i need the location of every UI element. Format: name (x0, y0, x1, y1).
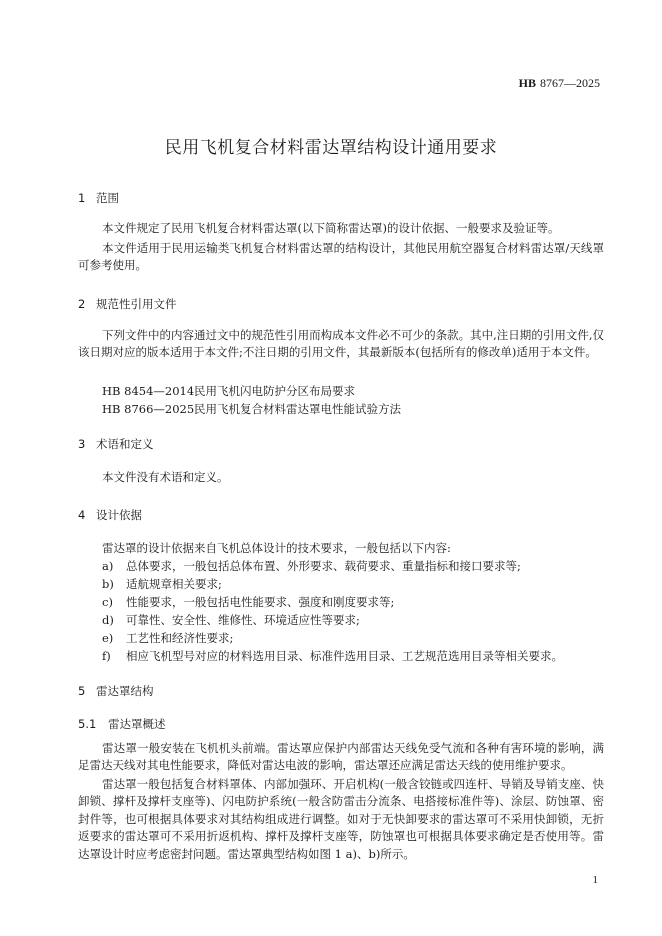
section-4-heading: 4 设计依据 (78, 508, 142, 522)
section-2-heading: 2 规范性引用文件 (78, 297, 177, 311)
list-item: c) 性能要求，一般包括电性能要求、强度和刚度要求等; (102, 595, 395, 609)
section-5-1-heading: 5.1 雷达罩概述 (78, 717, 166, 731)
section-1-heading: 1 范围 (78, 191, 119, 205)
list-item: f) 相应飞机型号对应的材料选用目录、标准件选用目录、工艺规范选用目录等相关要求。 (102, 649, 563, 663)
section-1-paragraph: 本文件适用于民用运输类飞机复合材料雷达罩的结构设计，其他民用航空器复合材料雷达罩/天线罩可参考使用。 (78, 241, 604, 273)
section-5-1-paragraph: 雷达罩一般安装在飞机机头前端。雷达罩应保护内部雷达天线免受气流和各种有害环境的影响，满足雷达天线对其电性能要求，降低对雷达电波的影响，雷达罩还应满足雷达天线的使用维护要求。 (78, 741, 604, 773)
section-5-heading: 5 雷达罩结构 (78, 684, 154, 698)
document-title: 民用飞机复合材料雷达罩结构设计通用要求 (164, 138, 498, 158)
reference-entry: HB 8766—2025民用飞机复合材料雷达罩电性能试验方法 (102, 402, 401, 416)
section-3-paragraph: 本文件没有术语和定义。 (102, 470, 229, 484)
section-2-paragraph: 下列文件中的内容通过文中的规范性引用而构成本文件必不可少的条款。其中,注日期的引用文件,仅该日期对应的版本适用于本文件;不注日期的引用文件，其最新版本(包括所有的修改单)适用于本文件。 (78, 328, 604, 360)
list-item: d) 可靠性、安全性、维修性、环境适应性等要求; (102, 613, 360, 627)
section-3-heading: 3 术语和定义 (78, 437, 154, 451)
reference-entry: HB 8454—2014民用飞机闪电防护分区布局要求 (102, 384, 355, 398)
list-item: e) 工艺性和经济性要求; (102, 631, 234, 645)
standard-number: HB 8767—2025 (518, 76, 600, 90)
section-5-1-paragraph: 雷达罩一般包括复合材料罩体、内部加强环、开启机构(一般含铰链或四连杆、导销及导销支座、快卸锁、撑杆及撑杆支座等)、闪电防护系统(一般含防雷击分流条、电搭接标准件等)、涂层、防蚀罩、密封件等，也可根据具体要求对其结构组成进行调整。如对于无快卸要求的雷达罩可不采用快卸锁，无折返要求的雷达罩可不采用折返机构、撑杆及撑杆支座等，防蚀罩也可根据具体要求确定是否使用等。雷达罩设计时应考虑密封问题。雷达罩典型结构如图 1 a)、b)所示。 (78, 777, 604, 861)
page-number: 1 (592, 874, 598, 886)
section-1-paragraph: 本文件规定了民用飞机复合材料雷达罩(以下简称雷达罩)的设计依据、一般要求及验证等。 (102, 221, 560, 235)
list-item: a) 总体要求，一般包括总体布置、外形要求、载荷要求、重量指标和接口要求等; (102, 559, 521, 573)
section-4-intro: 雷达罩的设计依据来自飞机总体设计的技术要求，一般包括以下内容: (102, 541, 451, 555)
list-item: b) 适航规章相关要求; (102, 577, 222, 591)
